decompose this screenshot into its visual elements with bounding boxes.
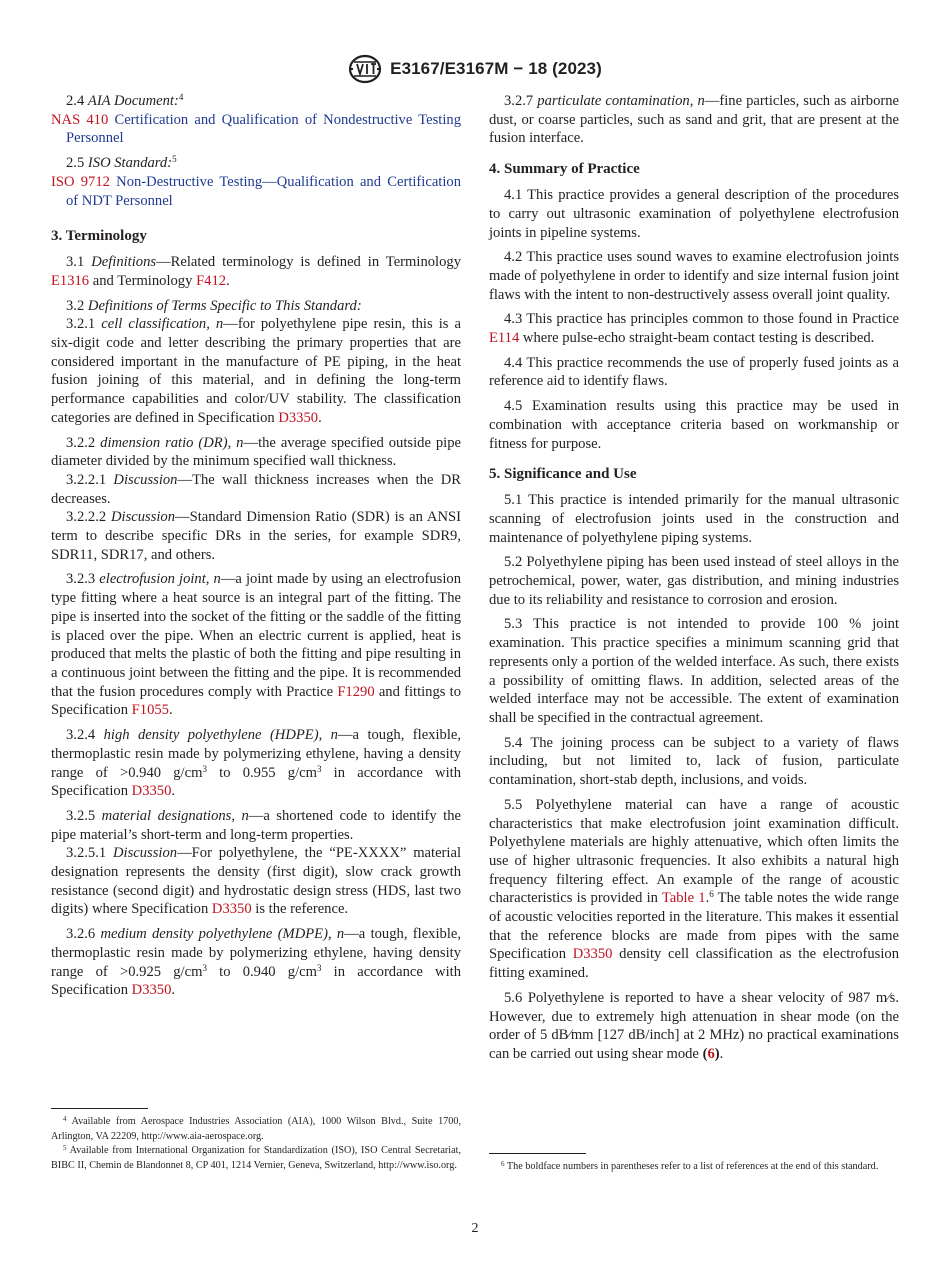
para-3-2-5-1: 3.2.5.1 Discussion—For polyethylene, the “PE-XXXX” material designation represents the density (first digit), slow crack growth resistance (second digit) and hydrostatic design stress (HDS, last two digits) where Specification D3350 is the reference. <box>51 845 461 918</box>
para-3-2-5: 3.2.5 material designations, n—a shortened code to identify the pipe material’s short-term and long-term properties. <box>51 807 461 843</box>
ref-d3350[interactable]: D3350 <box>131 783 172 800</box>
left-column <box>51 92 461 1006</box>
para-4-4: 4.4 This practice recommends the use of properly fused joints as a reference aid to identify flaws. <box>489 354 899 390</box>
ref-d3350[interactable]: D3350 <box>278 409 319 426</box>
ref-d3350[interactable]: D3350 <box>131 982 172 999</box>
ref-table-1[interactable]: Table 1 <box>661 890 706 907</box>
ref-e114[interactable]: E114 <box>489 330 520 347</box>
ref-f412[interactable]: F412 <box>196 272 227 289</box>
right-column <box>489 92 899 1070</box>
para-3-2-6: 3.2.6 medium density polyethylene (MDPE), n—a tough, flexible, thermoplastic resin made by polymerizing ethylene, having density range of >0.925 $g/cm^3$ to 0.940 $g/cm^3$ in accordance with Specification D3350. <box>51 926 461 999</box>
ref-6[interactable]: 6 <box>707 1045 715 1062</box>
para-3-2-2: 3.2.2 dimension ratio (DR), n—the average specified outside pipe diameter divided by the minimum specified wall thickness. <box>51 434 461 470</box>
ref-f1290[interactable]: F1290 <box>337 683 375 700</box>
para-3-1: 3.1 Definitions—Related terminology is defined in Terminology E1316 and Terminology F412. <box>51 254 461 289</box>
para-3-2-3: 3.2.3 electrofusion joint, n—a joint made by using an electrofusion type fitting where a heat source is an integral part of the fitting. The pipe is inserted into the socket of the fitting or the saddle of the fitting is placed over the pipe. When an electric current is applied, heat is produced that melts the plastic of both the fitting and pipe resulting in a continuous joint between the fitting and the pipe. It is recommended that the fusion procedures comply with Practice F1290 and fittings to Specification F1055. <box>51 571 461 719</box>
para-3-2-1: 3.2.1 cell classification, n—for polyethylene pipe resin, this is a six-digit code and letter describing the primary properties that are considered important in the manufacture of PE piping, in the heat fusion joining of this material, and in defining the long-term performance capabilities and color/UV stability. The classification categories are defined in Specification D3350. <box>51 316 461 426</box>
para-5-3: 5.3 This practice is not intended to provide 100 % joint examination. This practice specifies a minimum scanning grid that represents only a portion of the welded interface. As such, there exists a possibility of omitting flaws. In addition, selected areas of the welded interface may not be accessible. The extent of examination shall be specified in the contractual agreement. <box>489 616 899 726</box>
heading-summary-of-practice: 4. Summary of Practice <box>489 161 640 178</box>
designation: E3167/E3167M − 18 (2023) <box>390 59 602 78</box>
para-3-2-7: 3.2.7 particulate contamination, n—fine particles, such as airborne dust, or coarse particles, such as sand and grit, that are present at the fusion interface. <box>489 93 899 147</box>
footnotes-right <box>489 1153 899 1175</box>
page-number: 2 <box>471 1221 479 1236</box>
iso-9712-title[interactable]: Non-Destructive Testing—Qualification and Certification of NDT Personnel <box>66 173 462 209</box>
heading-significance-and-use: 5. Significance and Use <box>489 466 637 483</box>
ref-f1055[interactable]: F1055 <box>131 702 169 719</box>
para-3-2-4: 3.2.4 high density polyethylene (HDPE), n—a tough, flexible, thermoplastic resin made by polymerizing ethylene, having a density range of >0.940 $g/cm^3$ to 0.955 $g/cm^3$ in accordance with Specification D3350. <box>51 727 461 800</box>
page-header <box>0 52 950 86</box>
footnote-rule <box>489 1153 586 1154</box>
heading-terminology: 3. Terminology <box>51 228 147 245</box>
nas-410-link[interactable]: NAS 410 <box>51 111 109 128</box>
astm-logo-icon <box>348 54 382 84</box>
para-4-3: 4.3 This practice has principles common to those found in Practice E114 where pulse-echo straight-beam contact testing is described. <box>489 311 899 347</box>
footnote-4: $^4$ Available from Aerospace Industries Association (AIA), 1000 Wilson Blvd., Suite 1700, Arlington, VA 22209, http://www.aia-aerospace.org. <box>51 1115 461 1142</box>
para-4-1: 4.1 This practice provides a general description of the procedures to carry out ultrasonic examination of polyethylene electrofusion joints in pipeline systems. <box>489 187 899 241</box>
nas-410-title[interactable]: Certification and Qualification of Nondestructive Testing Personnel <box>66 111 462 147</box>
iso-9712-link[interactable]: ISO 9712 <box>51 173 110 190</box>
para-5-2: 5.2 Polyethylene piping has been used instead of steel alloys in the petrochemical, power, water, gas distribution, and mining industries due to its reliability and resistance to corrosion and erosion. <box>489 554 899 608</box>
ref-e1316[interactable]: E1316 <box>51 272 90 289</box>
para-3-2-2-1: 3.2.2.1 Discussion—The wall thickness increases when the DR decreases. <box>51 471 461 507</box>
para-5-6: 5.6 Polyethylene is reported to have a shear velocity of 987 m⁄s. However, due to extremely high attenuation in shear mode (on the order of 5 dB⁄mm [127 dB/inch] at 2 MHz) no practical examinations can be carried out using shear mode (6). <box>489 989 899 1062</box>
footnote-rule <box>51 1108 148 1109</box>
footnotes-left <box>51 1108 461 1173</box>
ref-d3350[interactable]: D3350 <box>572 946 613 963</box>
ref-d3350[interactable]: D3350 <box>211 901 252 918</box>
para-5-4: 5.4 The joining process can be subject to a variety of flaws including, but not limited to, lack of fusion, particulate contamination, short-stab depth, inclusions, and voids. <box>489 734 899 789</box>
footnote-5: $^5$ Available from International Organization for Standardization (ISO), ISO Central Secretariat, BIBC II, Chemin de Blandonnet 8, CP 401, 1214 Vernier, Geneva, Switzerland, http://www.iso.org. <box>51 1144 461 1171</box>
section-2-4: 2.4 AIA Document:$^4$ <box>66 92 184 109</box>
ref-nas-410 <box>51 111 461 148</box>
footnote-6: $^6$ The boldface numbers in parentheses refer to a list of references at the end of this standard. <box>501 1160 879 1172</box>
para-3-2-2-2: 3.2.2.2 Discussion—Standard Dimension Ratio (SDR) is an ANSI term to describe specific DRs in the series, for example SDR9, SDR11, SDR17, and others. <box>51 509 461 563</box>
ref-iso-9712 <box>51 173 461 210</box>
para-4-2: 4.2 This practice uses sound waves to examine electrofusion joints made of polyethylene in order to identify and size internal fusion joint flaws with the intent to non-destructively assess overall joint quality. <box>489 249 899 303</box>
para-3-2: 3.2 Definitions of Terms Specific to This Standard: <box>66 297 362 314</box>
para-4-5: 4.5 Examination results using this practice may be used in combination with acceptance criteria based on workmanship or fitness for purpose. <box>489 398 899 452</box>
section-2-5: 2.5 ISO Standard:$^5$ <box>66 154 177 172</box>
para-5-5: 5.5 Polyethylene material can have a range of acoustic characteristics that make electrofusion joint examination difficult. Polyethylene materials are highly attenuative, which often limits the use of higher ultrasonic frequencies. It also exhibits a natural high frequency filtering effect. An example of the range of acoustic characteristics is provided in Table 1.$^6$ The table notes the wide range of acoustic velocities reported in the literature. This makes it essential that the reference blocks are made from pipes with the same Specification D3350 density cell classification as the electrofusion fitting examined. <box>489 796 900 982</box>
para-5-1: 5.1 This practice is intended primarily for the manual ultrasonic scanning of electrofusion joints used in the construction and maintenance of polyethylene piping systems. <box>489 492 899 546</box>
